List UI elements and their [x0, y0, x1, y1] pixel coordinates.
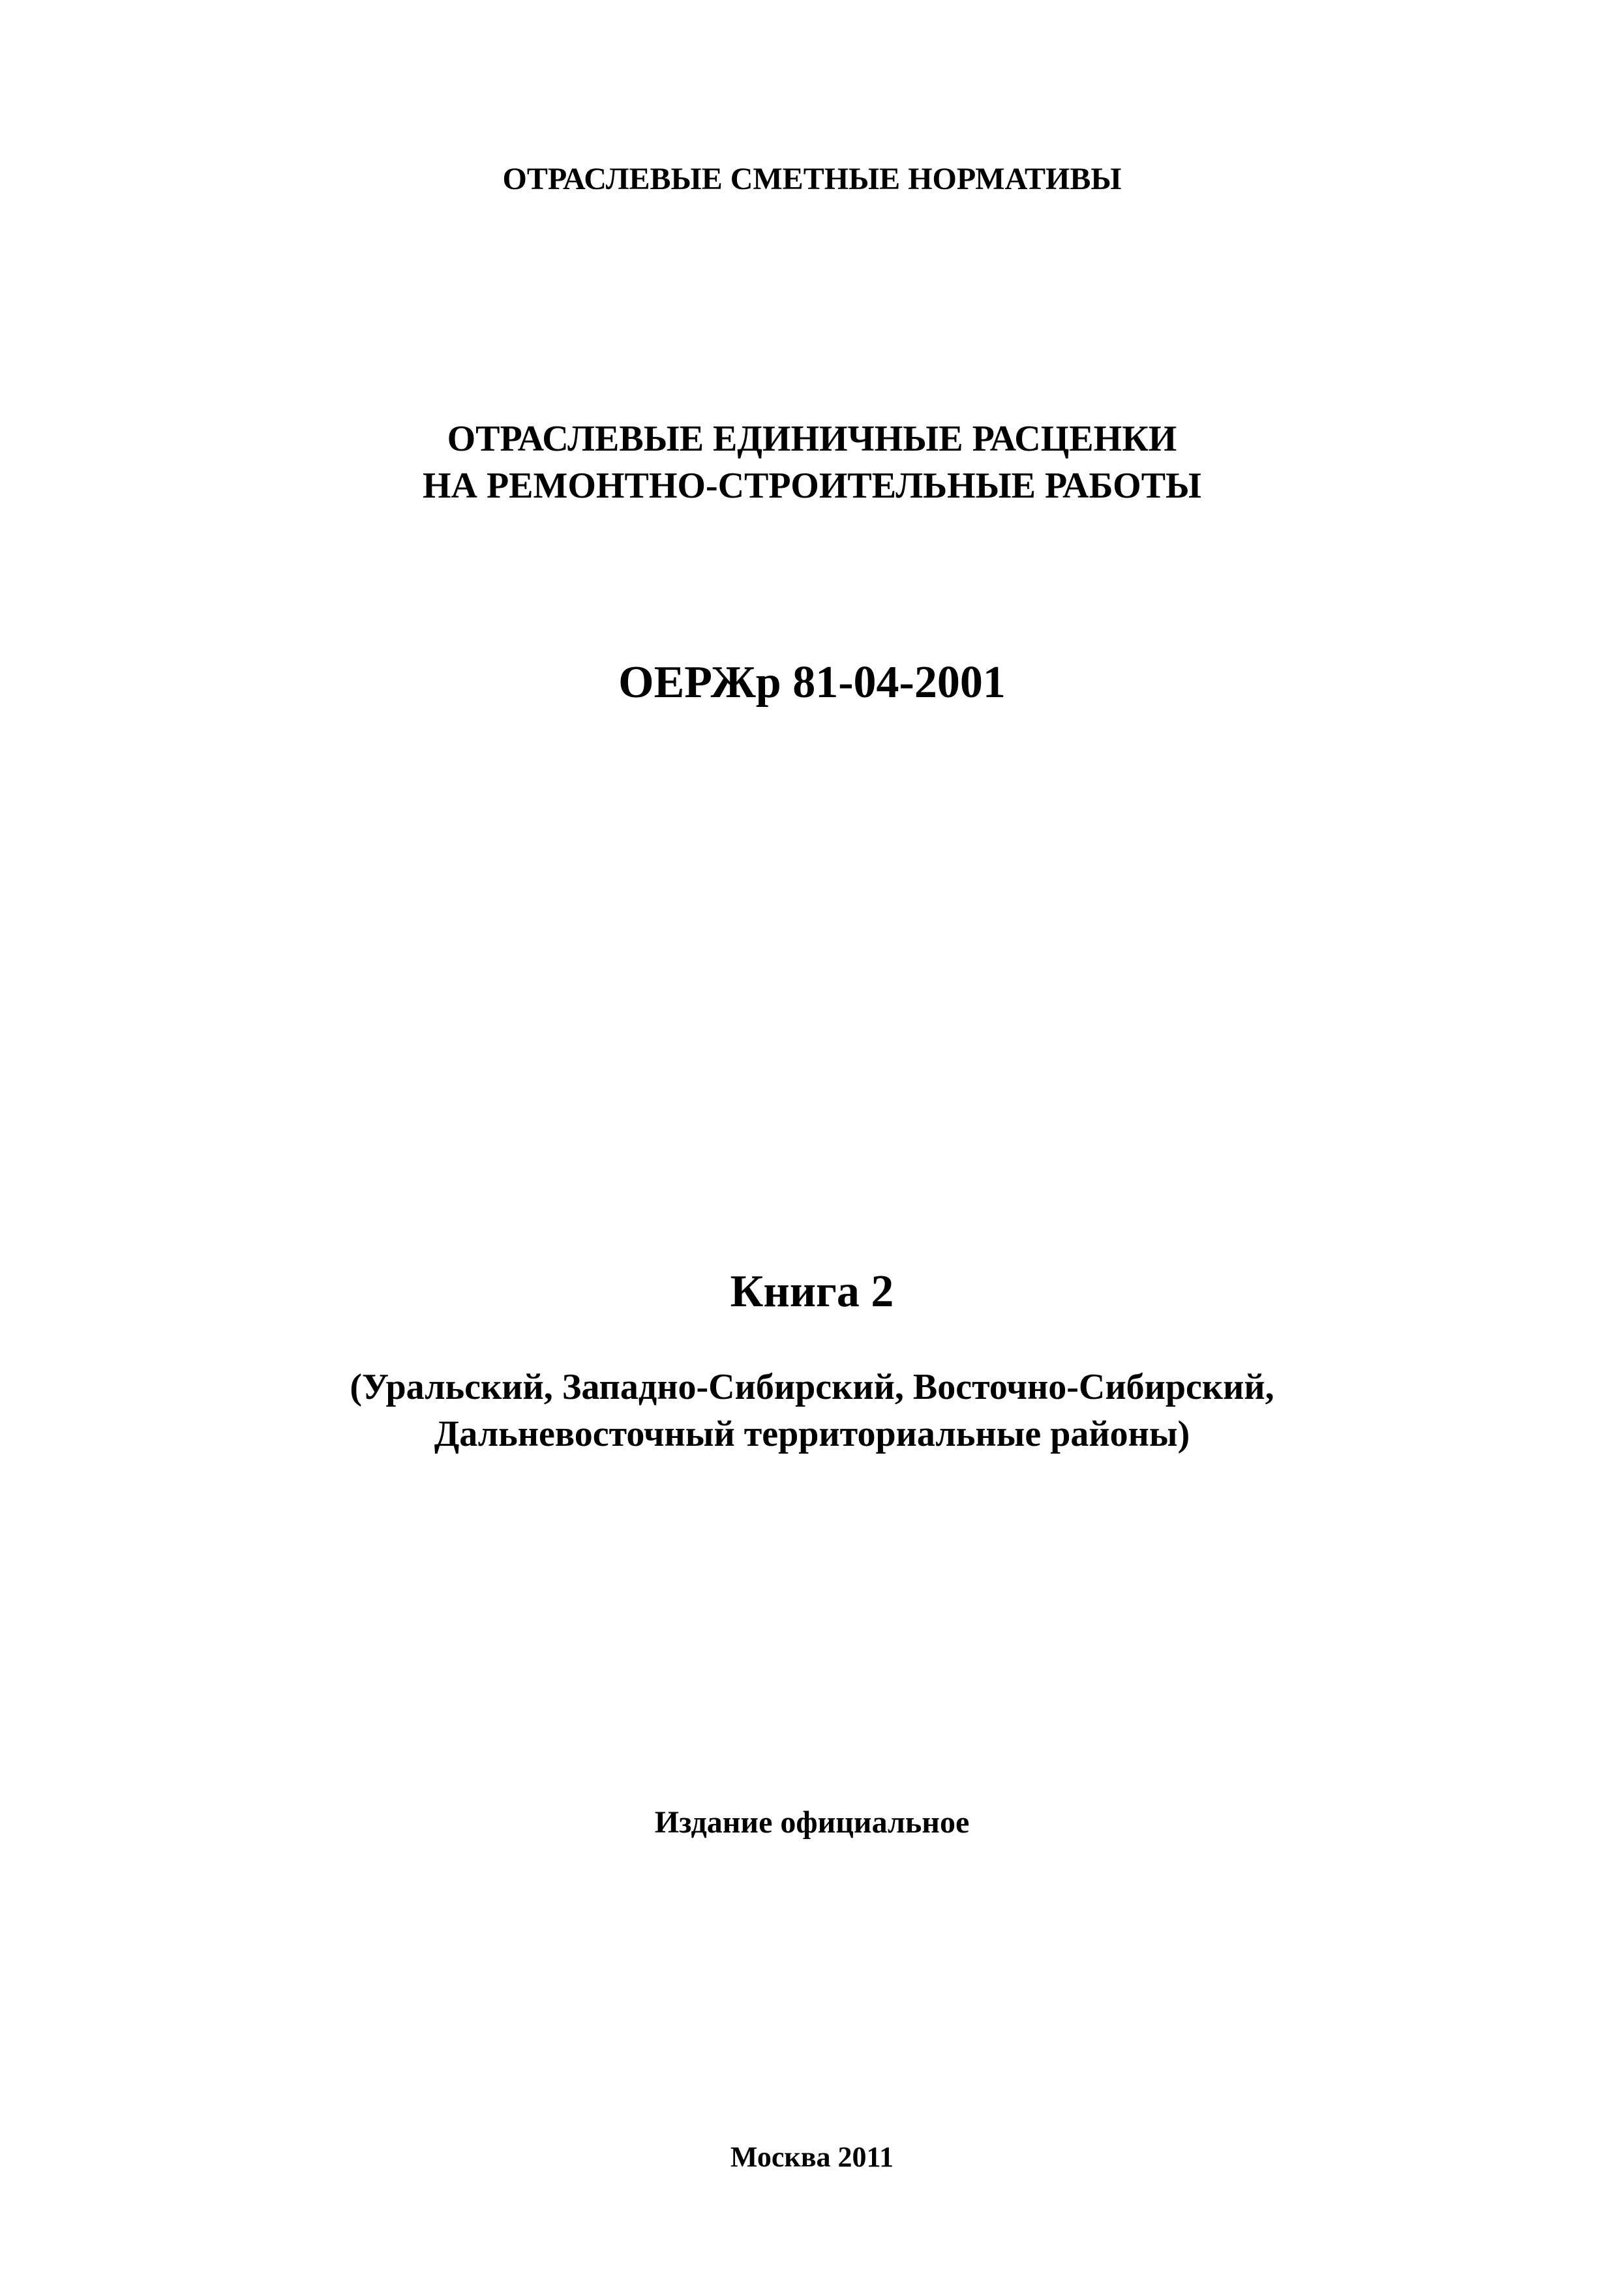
title-line-1: ОТРАСЛЕВЫЕ ЕДИНИЧНЫЕ РАСЦЕНКИ — [447, 419, 1177, 459]
title-line-2: НА РЕМОНТНО-СТРОИТЕЛЬНЫЕ РАБОТЫ — [422, 466, 1202, 506]
series-heading: ОТРАСЛЕВЫЕ СМЕТНЫЕ НОРМАТИВЫ — [502, 162, 1122, 196]
edition-note: Издание официальное — [654, 1805, 970, 1840]
book-number: Книга 2 — [730, 1266, 894, 1317]
document-code: ОЕРЖр 81-04-2001 — [618, 657, 1006, 708]
city-year: Москва 2011 — [730, 2141, 894, 2173]
regions-line-2: Дальневосточный территориальные районы) — [434, 1414, 1190, 1454]
regions-line-1: (Уральский, Западно-Сибирский, Восточно-Сибирский, — [350, 1367, 1274, 1407]
